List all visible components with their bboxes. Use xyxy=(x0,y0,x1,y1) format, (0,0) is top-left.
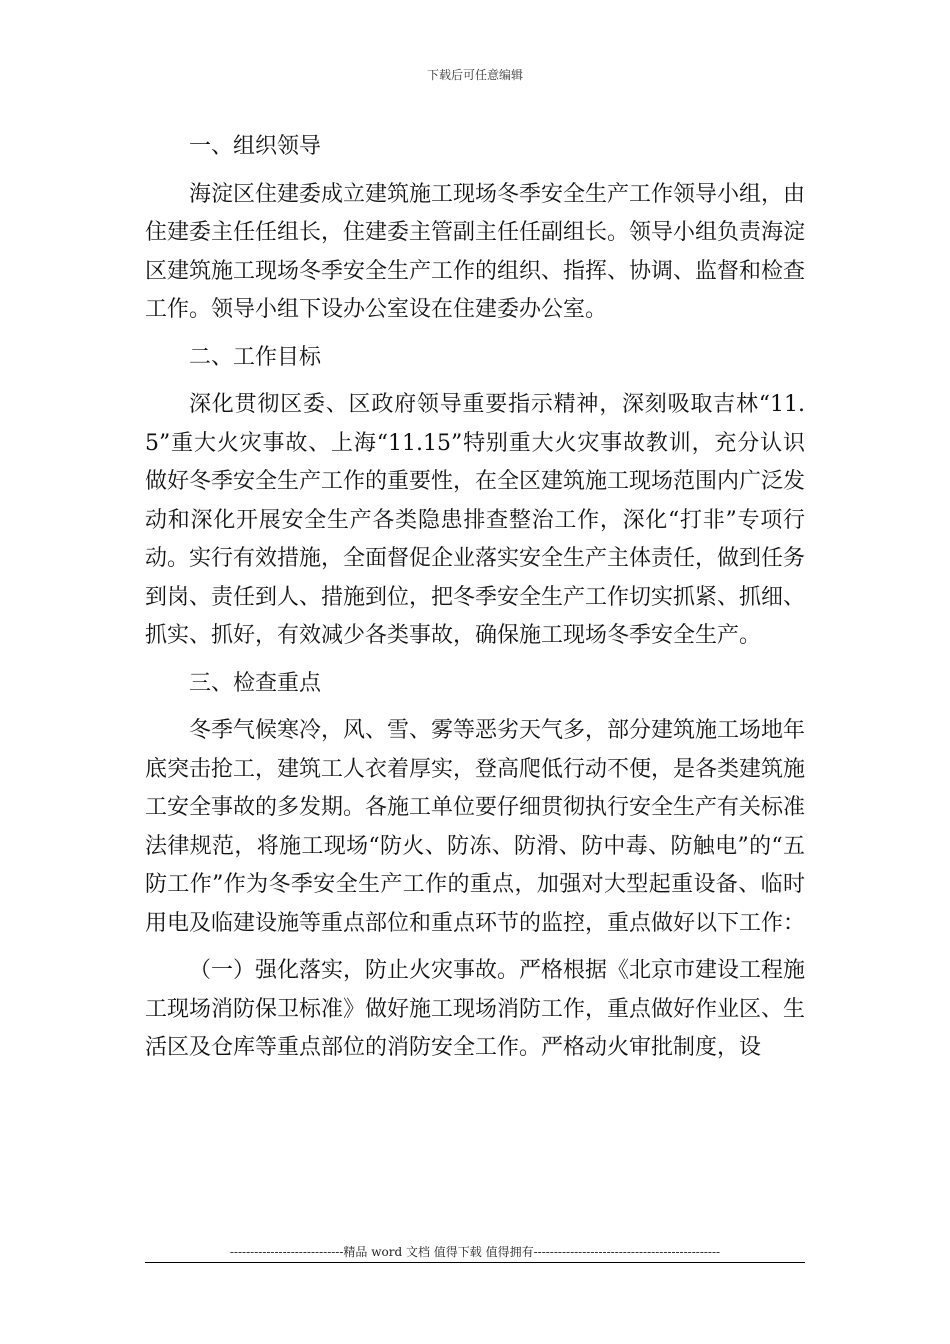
page-footer: ----------------------------精品 word 文档 值得下载 值得拥有---------------------------------------------- xyxy=(229,1245,721,1259)
document-body xyxy=(145,128,805,1077)
paragraph-goals: 深化贯彻区委、区政府领导重要指示精神，深刻吸取吉林“11.5”重大火灾事故、上海“11.15”特别重大火灾事故教训，充分认识做好冬季安全生产工作的重要性，在全区建筑施工现场范围内广泛发动和深化开展安全生产各类隐患排查整治工作，深化“打非”专项行动。实行有效措施，全面督促企业落实安全生产主体责任，做到任务到岗、责任到人、措施到位，把冬季安全生产工作切实抓紧、抓细、抓实、抓好，有效减少各类事故，确保施工现场冬季安全生产。 xyxy=(145,392,806,648)
section-heading-organization: 一、组织领导 xyxy=(189,134,322,159)
section-heading-goals: 二、工作目标 xyxy=(189,344,322,370)
section-heading-inspection-focus: 三、检查重点 xyxy=(189,670,322,696)
paragraph-fire-prevention: （一）强化落实，防止火灾事故。严格根据《北京市建设工程施工现场消防保卫标准》做好施工现场消防工作，重点做好作业区、生活区及仓库等重点部位的消防安全工作。严格动火审批制度，设 xyxy=(145,958,806,1060)
page-header: 下载后可任意编辑 xyxy=(426,68,523,82)
paragraph-organization: 海淀区住建委成立建筑施工现场冬季安全生产工作领导小组，由住建委主任任组长，住建委主管副主任任副组长。领导小组负责海淀区建筑施工现场冬季安全生产工作的组织、指挥、协调、监督和检查工作。领导小组下设办公室设在住建委办公室。 xyxy=(145,181,806,322)
paragraph-inspection-focus: 冬季气候寒冷，风、雪、雾等恶劣天气多，部分建筑施工场地年底突击抢工，建筑工人衣着厚实，登高爬低行动不便，是各类建筑施工安全事故的多发期。各施工单位要仔细贯彻执行安全生产有关标准法律规范，将施工现场“防火、防冻、防滑、防中毒、防触电”的“五防工作”作为冬季安全生产工作的重点，加强对大型起重设备、临时用电及临建设施等重点部位和重点环节的监控，重点做好以下工作： xyxy=(145,718,806,936)
footer-divider xyxy=(145,1262,805,1263)
